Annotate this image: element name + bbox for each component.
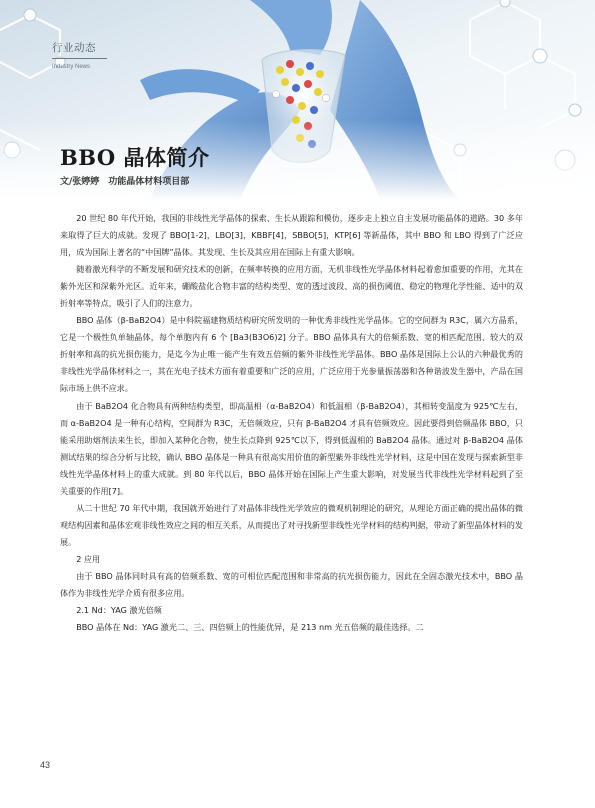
article-title: BBO 晶体简介 <box>60 145 210 170</box>
paragraph: BBO 晶体（β-BaB2O4）是中科院福建物质结构研究所发明的一种优秀非线性光学晶体。它的空间群为 R3C，属六方晶系，它是一个极性负单轴晶体，每个单胞内有 6 个 [Ba3(B3O6)2] 分子。BBO 晶体具有大的倍频系数、宽的相匹配范围、较大的双折射率和高的抗光损伤能力，是迄今为止唯一能产生有效五倍频的紫外非线性光学晶体。BBO 晶体是国际上公认的六种最优秀的非线性光学晶体材料之一，其在光电子技术方面有着重要和广泛的应用，广泛应用于光参量振荡器和各种谐波发生器中，产品在国际市场上供不应求。 <box>60 315 523 394</box>
section-divider <box>52 58 107 59</box>
paragraph: BBO 晶体在 Nd：YAG 激光二、三、四倍频上的性能优异，是 213 nm 光五倍频的最佳选择。二 <box>76 622 424 633</box>
paragraph: 20 世纪 80 年代开始，我国的非线性光学晶体的探索、生长从跟踪和模仿，逐步走上独立自主发展功能晶体的道路。30 多年来取得了巨大的成就。发现了 BBO[1-2]，LBO[3]，KBBF[4]，SBBO[5]，KTP[6] 等新晶体，其中 BBO 和 LBO 得到了广泛应用，成为国际上著名的“中国牌”晶体。其发现、生长及其应用在国际上有重大影响。 <box>60 213 523 258</box>
article-byline: 文/张婷婷 功能晶体材料项目部 <box>60 177 190 187</box>
paragraph: 由于 BBO 晶体同时具有高的倍频系数、宽的可相位匹配范围和非常高的抗光损伤能力，因此在全固态激光技术中，BBO 晶体作为非线性光学介质有很多应用。 <box>60 570 523 599</box>
paragraph: 从二十世纪 70 年代中期，我国就开始进行了对晶体非线性光学效应的微观机制理论的研究，从理论方面正确的提出晶体的微观结构因素和晶体宏观非线性效应之间的相互关系，从而提出了对寻找新型非线性光学材料的结构判据，带动了新型晶体材料的发展。 <box>60 502 523 547</box>
subsection-heading: 2.1 Nd：YAG 激光倍频 <box>76 605 162 616</box>
section-heading: 2 应用 <box>76 553 101 564</box>
paragraph: 由于 BaB2O4 化合物具有两种结构类型，即高温相（α-BaB2O4）和低温相（β-BaB2O4），其相转变温度为 925℃左右，而 α-BaB2O4 是一种有心结构，空间群为 R3C，无倍频效应，只有 β-BaB2O4 才具有倍频效应。因此要得到倍频晶体 BBO，只能采用助熔剂法来生长，即加入某种化合物，使生长点降到 925℃以下，得到低温相的 BaB2O4 晶体。通过对 β-BaB2O4 晶体测试结果的综合分析与比较，确认 BBO 晶体是一种具有很高实用价值的新型紫外非线性光学材料，这是中国在发现与探索新型非线性光学晶体材料上的重大成就。到 80 年代以后，BBO 晶体开始在国际上产生重大影响，对发展当代非线性光学材料起到了至关重要的作用[7]。 <box>60 400 523 496</box>
article-body <box>60 210 523 636</box>
paragraph: 随着激光科学的不断发展和研究技术的创新，在频率转换的应用方面，无机非线性光学晶体材料起着愈加重要的作用，尤其在紫外光区和深紫外光区。近年来，硼酸盐化合物丰富的结构类型、宽的透过波段、高的损伤阈值、稳定的物理化学性能、适中的双折射率等特点，吸引了人们的注意力。 <box>60 264 523 309</box>
page-number: 43 <box>40 760 51 770</box>
section-sub-label: Industry News <box>52 64 91 70</box>
section-label: 行业动态 <box>52 42 96 54</box>
